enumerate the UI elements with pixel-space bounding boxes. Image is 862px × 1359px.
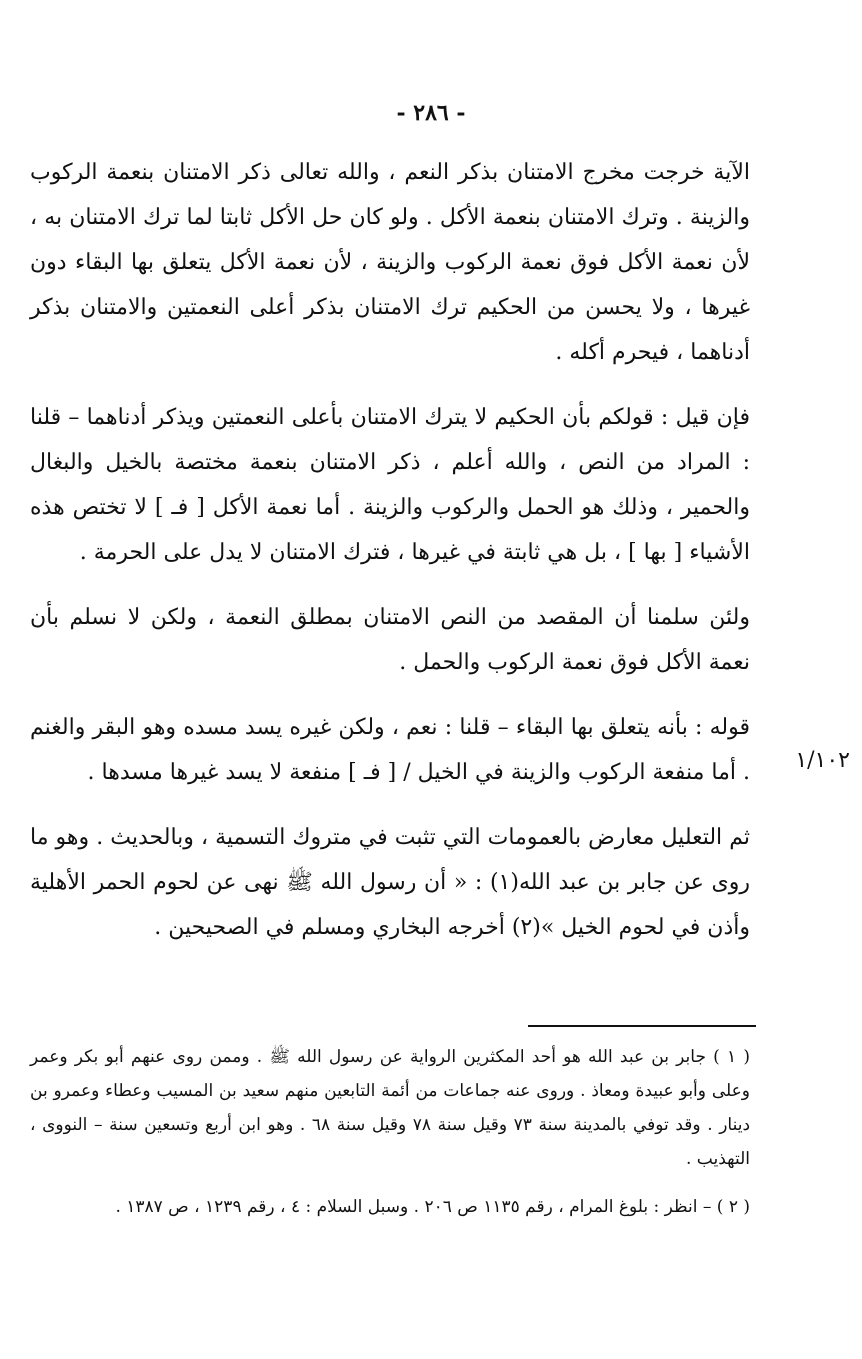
paragraph: الآية خرجت مخرج الامتنان بذكر النعم ، والله تعالى ذكر الامتنان بنعمة الركوب والزينة . وترك الامتنان بنعمة الأكل . ولو كان حل الأكل ثابتا لما ترك الامتنان به ، لأن نعمة الأكل فوق نعمة الركوب والزينة ، لأن نعمة الأكل يتعلق بها البقاء دون غيرها ، ولا يحسن من الحكيم ترك الامتنان بذكر أعلى النعمتين والامتنان بذكر أدناهما ، فيحرم أكله . <box>30 160 750 365</box>
paragraph: قوله : بأنه يتعلق بها البقاء – قلنا : نعم ، ولكن غيره يسد مسده وهو البقر والغنم . أما منفعة الركوب والزينة في الخيل / [ فـ ] منفعة لا يسد غيرها مسدها . <box>30 715 750 785</box>
paragraph: ثم التعليل معارض بالعمومات التي تثبت في متروك التسمية ، وبالحديث . وهو ما روى عن جابر بن عبد الله(١) : « أن رسول الله ﷺ نهى عن لحوم الحمر الأهلية وأذن في لحوم الخيل »(٢) أخرجه البخاري ومسلم في الصحيحين . <box>30 825 750 940</box>
footnotes <box>30 1040 750 1238</box>
paragraph: فإن قيل : قولكم بأن الحكيم لا يترك الامتنان بأعلى النعمتين ويذكر أدناهما – قلنا : المراد من النص ، والله أعلم ، ذكر الامتنان بنعمة مختصة بالخيل والبغال والحمير ، وذلك هو الحمل والركوب والزينة . أما نعمة الأكل [ فـ ] لا تختص هذه الأشياء [ بها ] ، بل هي ثابتة في غيرها ، فترك الامتنان لا يدل على الحرمة . <box>30 405 750 565</box>
footnote: ( ٢ ) – انظر : بلوغ المرام ، رقم ١١٣٥ ص ٢٠٦ . وسبل السلام : ٤ ، رقم ١٢٣٩ ، ص ١٣٨٧ . <box>115 1197 750 1217</box>
footnote: ( ١ ) جابر بن عبد الله هو أحد المكثرين الرواية عن رسول الله ﷺ . وممن روى عنهم أبو بكر وعمر وعلى وأبو عبيدة ومعاذ . وروى عنه جماعات من أئمة التابعين منهم سعيد بن المسيب وعطاء وعمرو بن دينار . وقد توفي بالمدينة سنة ٧٣ وقيل سنة ٧٨ وقيل سنة ٦٨ . وهو ابن أربع وتسعين سنة – النووى ، التهذيب . <box>30 1047 751 1169</box>
paragraph: ولئن سلمنا أن المقصد من النص الامتنان بمطلق النعمة ، ولكن لا نسلم بأن نعمة الأكل فوق نعمة الركوب والحمل . <box>30 605 750 675</box>
footnote-divider <box>528 1025 756 1027</box>
page-number: - ٢٨٦ - <box>396 100 466 126</box>
main-text <box>30 150 750 970</box>
margin-folio-note: ١/١٠٢ <box>795 748 850 773</box>
